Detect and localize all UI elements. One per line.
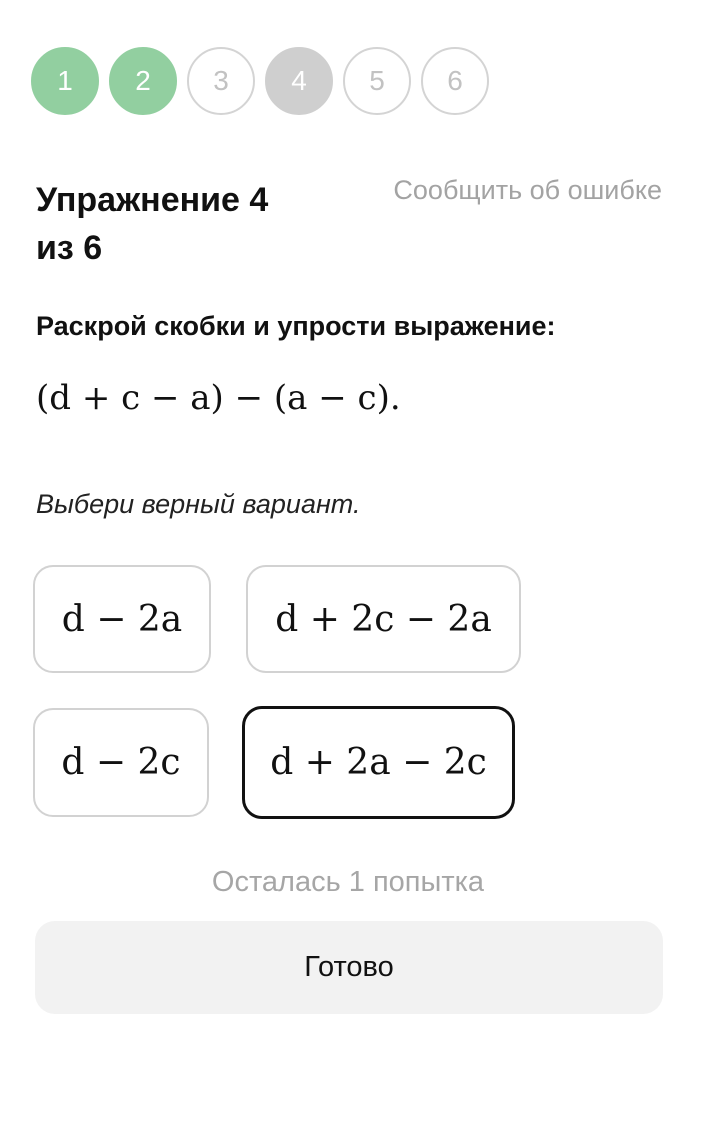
report-error-link[interactable]: Сообщить об ошибке [393, 175, 662, 205]
answer-option-3[interactable]: d − 2c [33, 708, 209, 817]
step-2[interactable]: 2 [109, 47, 177, 115]
answer-option-4[interactable]: d + 2a − 2c [242, 706, 515, 819]
step-6[interactable]: 6 [421, 47, 489, 115]
attempts-remaining: Осталась 1 попытка [211, 866, 485, 898]
progress-steps [31, 47, 489, 115]
answer-option-1[interactable]: d − 2a [33, 565, 211, 673]
task-hint: Выбери верный вариант. [36, 489, 361, 519]
step-1[interactable]: 1 [31, 47, 99, 115]
submit-button[interactable]: Готово [35, 921, 663, 1014]
exercise-title: Упражнение 4 из 6 [36, 181, 269, 267]
task-expression: (d + c − a) − (a − c). [36, 378, 401, 418]
step-3[interactable]: 3 [187, 47, 255, 115]
answer-option-2[interactable]: d + 2c − 2a [246, 565, 521, 673]
step-5[interactable]: 5 [343, 47, 411, 115]
task-instruction: Раскрой скобки и упрости выражение: [36, 311, 556, 341]
step-4[interactable]: 4 [265, 47, 333, 115]
